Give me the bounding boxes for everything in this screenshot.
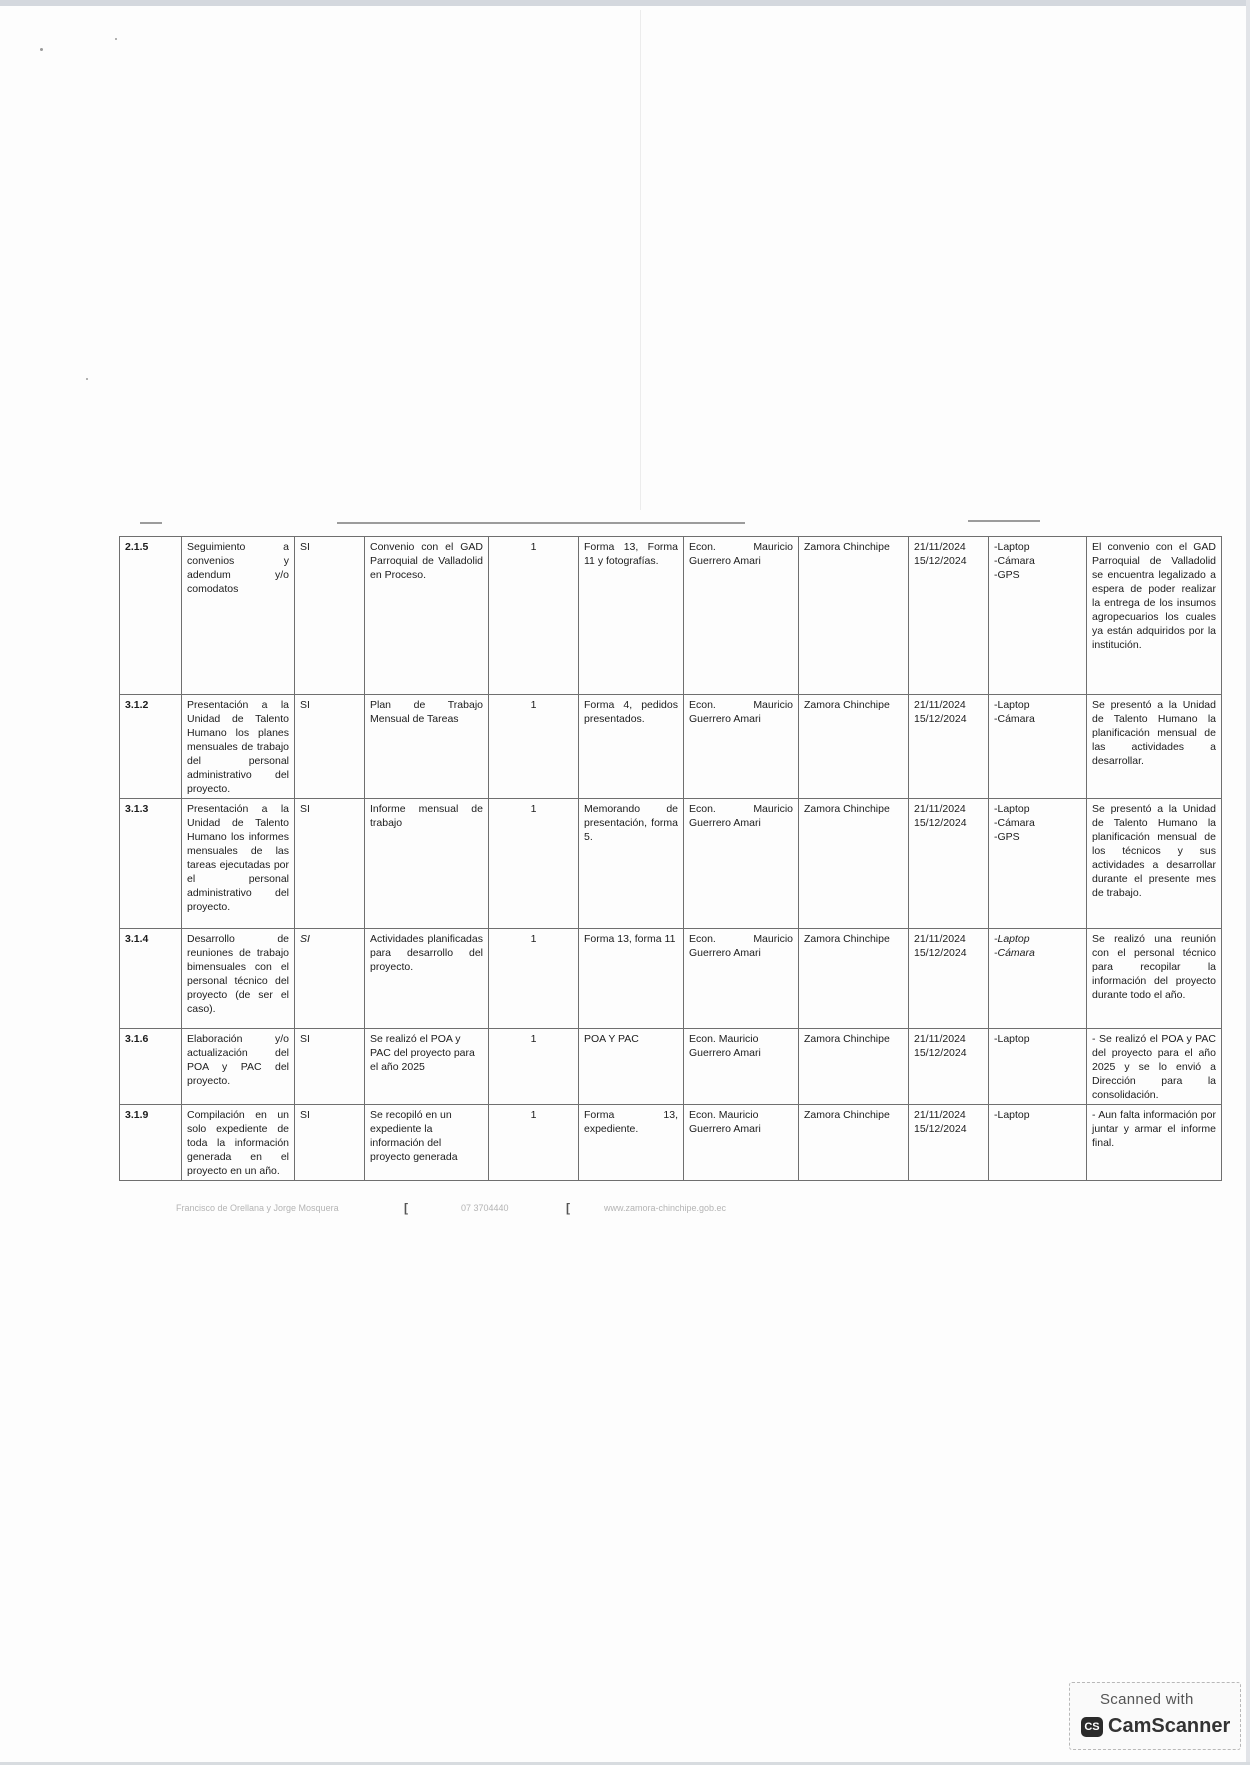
quantity-cell: 1	[489, 537, 579, 695]
product-cell: Actividades planificadas para desarrollo del proyecto.	[365, 929, 489, 1029]
completed-cell: SI	[295, 1105, 365, 1181]
footer-separator: [	[404, 1201, 408, 1215]
table-top-fragment	[337, 522, 745, 524]
responsible-cell: Econ. Mauricio Guerrero Amari	[684, 799, 799, 929]
scan-speck	[115, 38, 117, 40]
quantity-cell: 1	[489, 1105, 579, 1181]
responsible-cell: Econ. Mauricio Guerrero Amari	[684, 695, 799, 799]
scan-right-edge	[1246, 0, 1250, 1765]
completed-cell: SI	[295, 695, 365, 799]
observations-cell: Se presentó a la Unidad de Talento Humano la planificación mensual de las actividades a desarrollar.	[1087, 695, 1222, 799]
completed-cell: SI	[295, 1029, 365, 1105]
resources-cell: -Laptop	[989, 1105, 1087, 1181]
footer-website: www.zamora-chinchipe.gob.ec	[604, 1203, 727, 1213]
dates-cell: 21/11/2024 15/12/2024	[909, 537, 989, 695]
responsible-cell: Econ. Mauricio Guerrero Amari	[684, 1029, 799, 1105]
completed-cell: SI	[295, 799, 365, 929]
table-row	[120, 929, 1222, 1029]
activity-description-cell: Desarrollo de reuniones de trabajo bimensuales con el personal técnico del proyecto (de ser el caso).	[182, 929, 295, 1029]
verification-cell: Forma 4, pedidos presentados.	[579, 695, 684, 799]
page-fold-line	[640, 10, 641, 510]
verification-cell: Forma 13, Forma 11 y fotografías.	[579, 537, 684, 695]
activity-description-cell: Seguimiento a convenios y adendum y/o comodatos	[182, 537, 295, 695]
location-cell: Zamora Chinchipe	[799, 929, 909, 1029]
product-cell: Se realizó el POA y PAC del proyecto para el año 2025	[365, 1029, 489, 1105]
responsible-cell: Econ. Mauricio Guerrero Amari	[684, 537, 799, 695]
resources-cell: -Laptop -Cámara	[989, 929, 1087, 1029]
activity-code-cell: 3.1.2	[120, 695, 182, 799]
activity-code-cell: 3.1.6	[120, 1029, 182, 1105]
observations-cell: - Aun falta información por juntar y armar el informe final.	[1087, 1105, 1222, 1181]
footer-address: Francisco de Orellana y Jorge Mosquera	[176, 1203, 339, 1213]
activity-description-cell: Compilación en un solo expediente de toda la información generada en el proyecto en un año.	[182, 1105, 295, 1181]
resources-cell: -Laptop	[989, 1029, 1087, 1105]
activity-code-cell: 3.1.9	[120, 1105, 182, 1181]
table-top-fragment	[968, 520, 1040, 522]
activities-table	[119, 536, 1222, 1181]
completed-cell: SI	[295, 537, 365, 695]
activity-code-cell: 3.1.4	[120, 929, 182, 1029]
product-cell: Plan de Trabajo Mensual de Tareas	[365, 695, 489, 799]
responsible-cell: Econ. Mauricio Guerrero Amari	[684, 929, 799, 1029]
completed-cell: SI	[295, 929, 365, 1029]
dates-cell: 21/11/2024 15/12/2024	[909, 695, 989, 799]
dates-cell: 21/11/2024 15/12/2024	[909, 1105, 989, 1181]
scan-top-edge	[0, 0, 1250, 6]
table-top-fragment	[140, 522, 162, 524]
quantity-cell: 1	[489, 1029, 579, 1105]
verification-cell: Forma 13, expediente.	[579, 1105, 684, 1181]
location-cell: Zamora Chinchipe	[799, 1029, 909, 1105]
scan-speck	[40, 48, 43, 51]
camscanner-logo-icon: CS	[1081, 1717, 1103, 1737]
location-cell: Zamora Chinchipe	[799, 695, 909, 799]
quantity-cell: 1	[489, 695, 579, 799]
activity-code-cell: 3.1.3	[120, 799, 182, 929]
footer-separator: [	[566, 1201, 570, 1215]
observations-cell: El convenio con el GAD Parroquial de Valladolid se encuentra legalizado a espera de poder realizar la entrega de los insumos agropecuarios los cuales ya están adquiridos por la institución.	[1087, 537, 1222, 695]
dates-cell: 21/11/2024 15/12/2024	[909, 1029, 989, 1105]
responsible-cell: Econ. Mauricio Guerrero Amari	[684, 1105, 799, 1181]
table-row	[120, 695, 1222, 799]
dates-cell: 21/11/2024 15/12/2024	[909, 929, 989, 1029]
observations-cell: Se presentó a la Unidad de Talento Humano la planificación mensual de los técnicos y sus actividades a desarrollar durante el presente mes de trabajo.	[1087, 799, 1222, 929]
camscanner-brand: CamScanner	[1108, 1715, 1231, 1737]
product-cell: Informe mensual de trabajo	[365, 799, 489, 929]
table-row	[120, 799, 1222, 929]
verification-cell: Forma 13, forma 11	[579, 929, 684, 1029]
activity-code-cell: 2.1.5	[120, 537, 182, 695]
resources-cell: -Laptop -Cámara -GPS	[989, 537, 1087, 695]
camscanner-watermark	[1069, 1682, 1241, 1750]
activity-description-cell: Elaboración y/o actualización del POA y PAC del proyecto.	[182, 1029, 295, 1105]
table-row	[120, 1029, 1222, 1105]
location-cell: Zamora Chinchipe	[799, 1105, 909, 1181]
observations-cell: - Se realizó el POA y PAC del proyecto para el año 2025 y se lo envió a Dirección para la consolidación.	[1087, 1029, 1222, 1105]
quantity-cell: 1	[489, 799, 579, 929]
quantity-cell: 1	[489, 929, 579, 1029]
product-cell: Se recopiló en un expediente la información del proyecto generada	[365, 1105, 489, 1181]
dates-cell: 21/11/2024 15/12/2024	[909, 799, 989, 929]
verification-cell: Memorando de presentación, forma 5.	[579, 799, 684, 929]
verification-cell: POA Y PAC	[579, 1029, 684, 1105]
activity-description-cell: Presentación a la Unidad de Talento Humano los informes mensuales de las tareas ejecutadas por el personal administrativo del proyecto.	[182, 799, 295, 929]
footer-phone: 07 3704440	[461, 1203, 509, 1213]
activity-description-cell: Presentación a la Unidad de Talento Humano los planes mensuales de trabajo del personal administrativo del proyecto.	[182, 695, 295, 799]
location-cell: Zamora Chinchipe	[799, 537, 909, 695]
table-row	[120, 1105, 1222, 1181]
observations-cell: Se realizó una reunión con el personal técnico para recopilar la información del proyecto durante todo el año.	[1087, 929, 1222, 1029]
activities-table-body	[120, 537, 1222, 1181]
table-row	[120, 537, 1222, 695]
scanned-with-label: Scanned with	[1100, 1691, 1194, 1708]
location-cell: Zamora Chinchipe	[799, 799, 909, 929]
resources-cell: -Laptop -Cámara -GPS	[989, 799, 1087, 929]
resources-cell: -Laptop -Cámara	[989, 695, 1087, 799]
scan-speck	[86, 378, 88, 380]
product-cell: Convenio con el GAD Parroquial de Valladolid en Proceso.	[365, 537, 489, 695]
